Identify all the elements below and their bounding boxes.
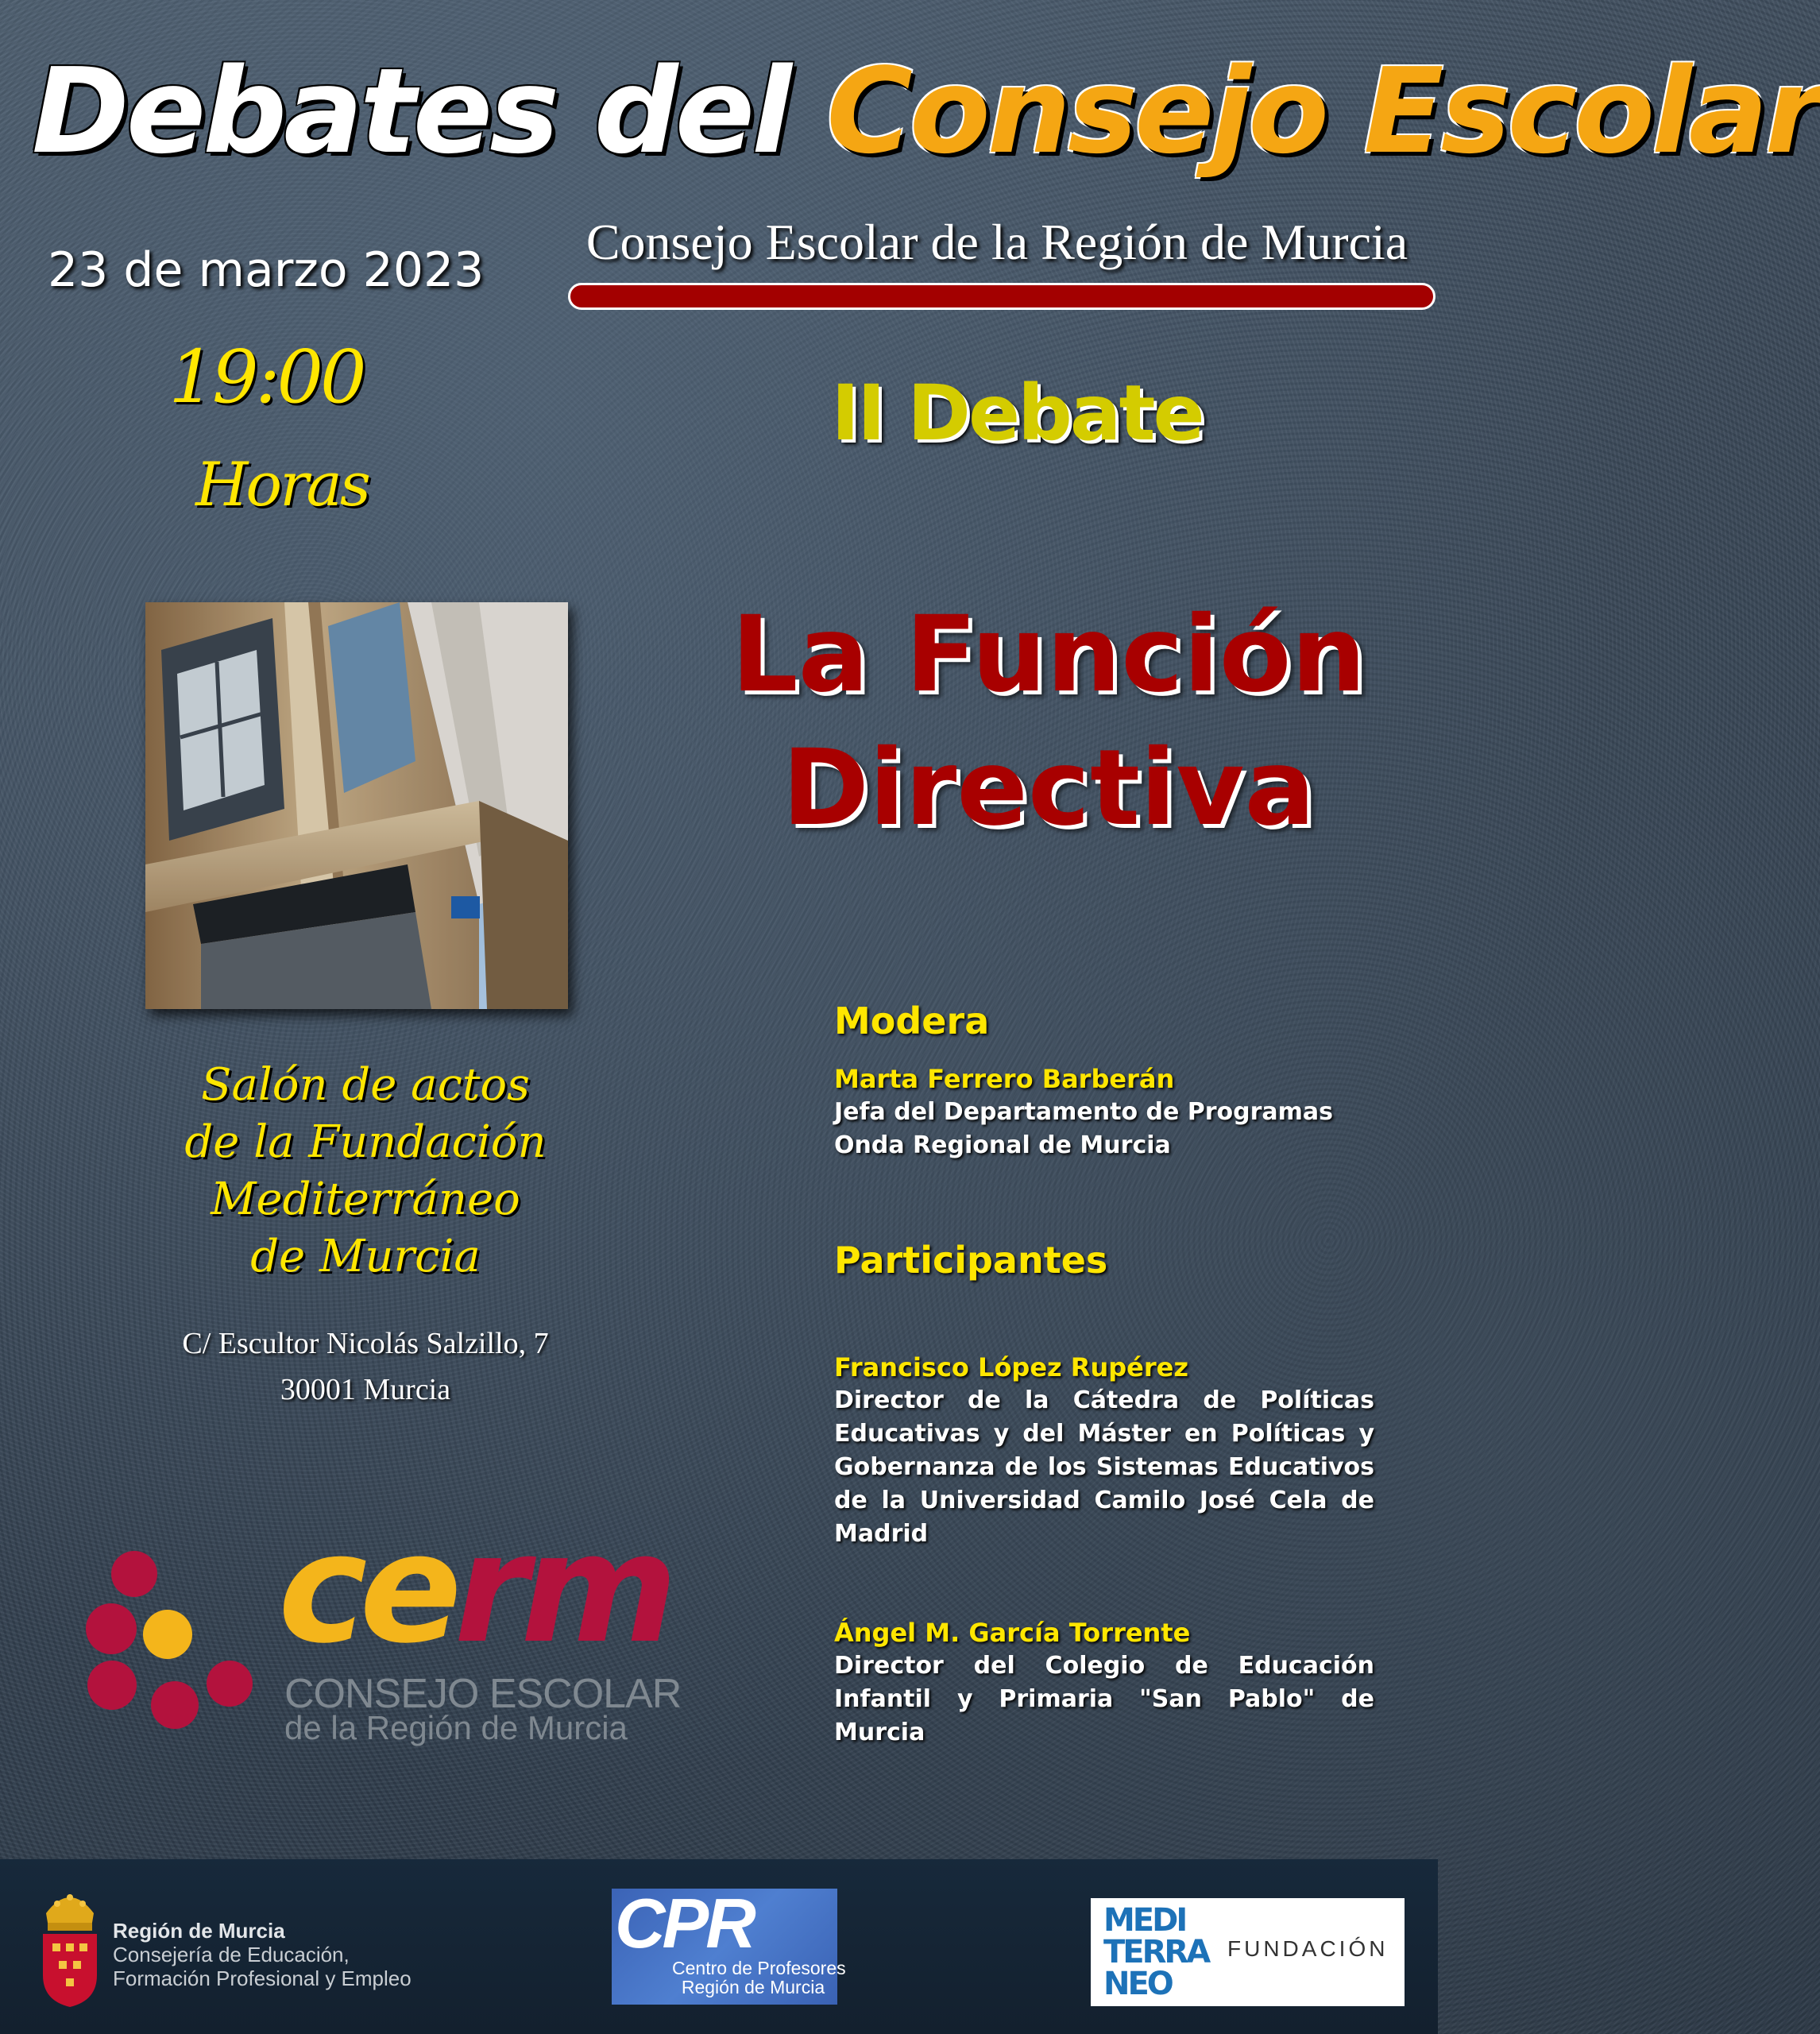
logo-dot-icon: [207, 1661, 253, 1707]
cpr-acronym: CPR: [615, 1884, 753, 1962]
fundacion-word: FUNDACIÓN: [1227, 1936, 1389, 1961]
participant-name: Ángel M. García Torrente: [834, 1618, 1191, 1648]
title-part-1: Debates del: [32, 43, 789, 180]
moderator-section: [834, 997, 1374, 1162]
address-line-1: C/ Escultor Nicolás Salzillo, 7: [182, 1327, 549, 1360]
address-line-2: 30001 Murcia: [280, 1373, 451, 1406]
cerm-line-2: de la Región de Murcia: [284, 1709, 628, 1746]
region-murcia-crest-icon: [38, 1881, 102, 2009]
cerm-word-part-1: ce: [278, 1501, 454, 1676]
red-divider-bar: [568, 283, 1436, 310]
moderator-role-line-2: Onda Regional de Murcia: [834, 1131, 1171, 1159]
venue-line-3: Mediterráneo: [211, 1174, 520, 1225]
medi-line-3: NEO: [1103, 1966, 1172, 2002]
debate-number: II Debate: [831, 369, 1203, 458]
logo-dot-icon: [87, 1661, 137, 1710]
organization-subtitle: Consejo Escolar de la Región de Murcia: [585, 214, 1408, 270]
cpr-line-2: Región de Murcia: [681, 1977, 825, 1997]
cerm-word-part-2: rm: [454, 1501, 670, 1676]
venue-name: [127, 1057, 604, 1295]
moderator-role-line-1: Jefa del Departamento de Programas: [834, 1098, 1334, 1126]
cerm-wordmark: [278, 1501, 670, 1676]
region-dept-line-2: Formación Profesional y Empleo: [113, 1966, 412, 1990]
participants-section: [834, 1236, 1374, 1284]
cerm-line-1: CONSEJO ESCOLAR: [284, 1671, 682, 1717]
title-part-2: Consejo Escolar: [826, 43, 1820, 180]
region-name: Región de Murcia: [113, 1919, 285, 1943]
building-photo: [145, 602, 568, 1009]
region-dept-line-1: Consejería de Educación,: [113, 1943, 350, 1966]
topic-line-1: La Función: [731, 594, 1366, 716]
logo-dot-icon: [86, 1603, 137, 1654]
cpr-line-1: Centro de Profesores: [672, 1958, 846, 1978]
region-murcia-text: [113, 1919, 431, 2006]
event-time-unit: Horas: [195, 449, 369, 520]
participant-item: [834, 1351, 1374, 1551]
event-date: 23 de marzo 2023: [48, 242, 485, 298]
debate-topic-title: [699, 588, 1398, 858]
participant-item: [834, 1616, 1374, 1750]
participants-heading: Participantes: [834, 1239, 1108, 1282]
logo-dot-icon: [111, 1551, 157, 1597]
venue-line-1: Salón de actos: [201, 1059, 530, 1111]
moderator-heading: Modera: [834, 1000, 990, 1042]
venue-line-4: de Murcia: [250, 1231, 481, 1282]
topic-line-2: Directiva: [782, 727, 1316, 849]
participant-role: Director de la Cátedra de Políticas Educativas y del Máster en Políticas y Gobernanza de los Sistemas Educativos de la Universidad Camilo José Cela de Madrid: [834, 1386, 1374, 1548]
medi-line-1: MEDI: [1103, 1902, 1186, 1939]
event-time: 19:00: [168, 334, 364, 420]
mediterraneo-wordmark: [1103, 1904, 1215, 2000]
participant-name: Francisco López Rupérez: [834, 1352, 1188, 1382]
participant-role: Director del Colegio de Educación Infantil y Primaria "San Pablo" de Murcia: [834, 1652, 1374, 1746]
cerm-logo: [79, 1501, 683, 1748]
medi-line-2: TERRA: [1103, 1934, 1209, 1970]
logo-center-dot-icon: [143, 1610, 192, 1659]
cpr-logo: [612, 1884, 846, 2005]
moderator-name: Marta Ferrero Barberán: [834, 1064, 1175, 1094]
poster-title: [32, 32, 1820, 191]
venue-address: [127, 1321, 604, 1416]
venue-line-2: de la Fundación: [184, 1116, 547, 1168]
fundacion-mediterraneo-logo: [1091, 1898, 1405, 2006]
logo-dot-icon: [151, 1681, 199, 1729]
